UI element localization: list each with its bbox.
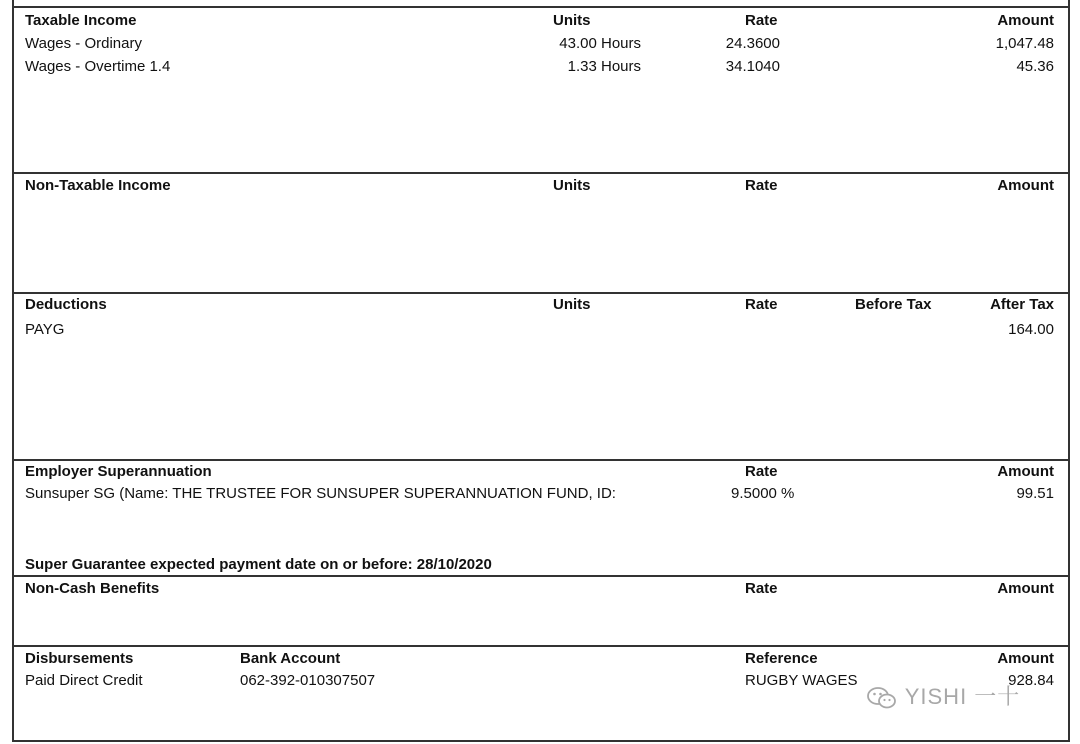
col-units-header: Units xyxy=(553,12,591,29)
col-amount-header: Amount xyxy=(997,650,1054,667)
row-amount: 1,047.48 xyxy=(995,35,1054,52)
row-description: Paid Direct Credit xyxy=(25,672,143,689)
row-description: Wages - Overtime 1.4 xyxy=(25,58,171,75)
row-amount: 928.84 xyxy=(1008,672,1054,689)
divider xyxy=(12,172,1070,174)
col-reference-header: Reference xyxy=(745,650,818,667)
section-title: Taxable Income xyxy=(25,12,137,29)
watermark xyxy=(866,680,1020,711)
row-description: Wages - Ordinary xyxy=(25,35,142,52)
super-guarantee-note: Super Guarantee expected payment date on or before: 28/10/2020 xyxy=(25,556,492,573)
col-amount-header: Amount xyxy=(997,463,1054,480)
section-title: Non-Cash Benefits xyxy=(25,580,160,597)
section-title: Deductions xyxy=(25,296,107,313)
row-amount: 99.51 xyxy=(1016,485,1054,502)
divider xyxy=(12,459,1070,461)
row-amount: 45.36 xyxy=(1016,58,1054,75)
page-frame xyxy=(12,6,1070,742)
row-after-tax: 164.00 xyxy=(1008,321,1054,338)
divider xyxy=(12,740,1070,742)
divider xyxy=(12,575,1070,577)
row-bank-account: 062-392-010307507 xyxy=(240,672,376,689)
row-description: PAYG xyxy=(25,321,65,338)
section-title: Disbursements xyxy=(25,650,134,667)
watermark-text: YISHI 一十 xyxy=(904,684,1021,709)
col-bank-account-header: Bank Account xyxy=(240,650,341,667)
col-units-header: Units xyxy=(553,177,591,194)
col-rate-header: Rate xyxy=(745,580,778,597)
col-rate-header: Rate xyxy=(745,177,778,194)
col-units-header: Units xyxy=(553,296,591,313)
col-rate-header: Rate xyxy=(745,296,778,313)
row-units: 1.33 Hours xyxy=(567,58,641,75)
col-after-tax-header: After Tax xyxy=(990,296,1054,313)
row-rate: 34.1040 xyxy=(725,58,780,75)
section-title: Non-Taxable Income xyxy=(25,177,171,194)
row-rate: 9.5000 % xyxy=(731,485,795,502)
wechat-icon xyxy=(866,685,898,711)
divider xyxy=(12,292,1070,294)
row-reference: RUGBY WAGES xyxy=(745,672,858,689)
row-units: 43.00 Hours xyxy=(559,35,641,52)
section-title: Employer Superannuation xyxy=(25,463,212,480)
col-amount-header: Amount xyxy=(997,580,1054,597)
col-rate-header: Rate xyxy=(745,12,778,29)
col-rate-header: Rate xyxy=(745,463,778,480)
row-rate: 24.3600 xyxy=(725,35,780,52)
col-amount-header: Amount xyxy=(997,177,1054,194)
row-description: Sunsuper SG (Name: THE TRUSTEE FOR SUNSUPER SUPERANNUATION FUND, ID: xyxy=(25,485,616,502)
col-amount-header: Amount xyxy=(997,12,1054,29)
col-before-tax-header: Before Tax xyxy=(855,296,932,313)
divider xyxy=(12,645,1070,647)
